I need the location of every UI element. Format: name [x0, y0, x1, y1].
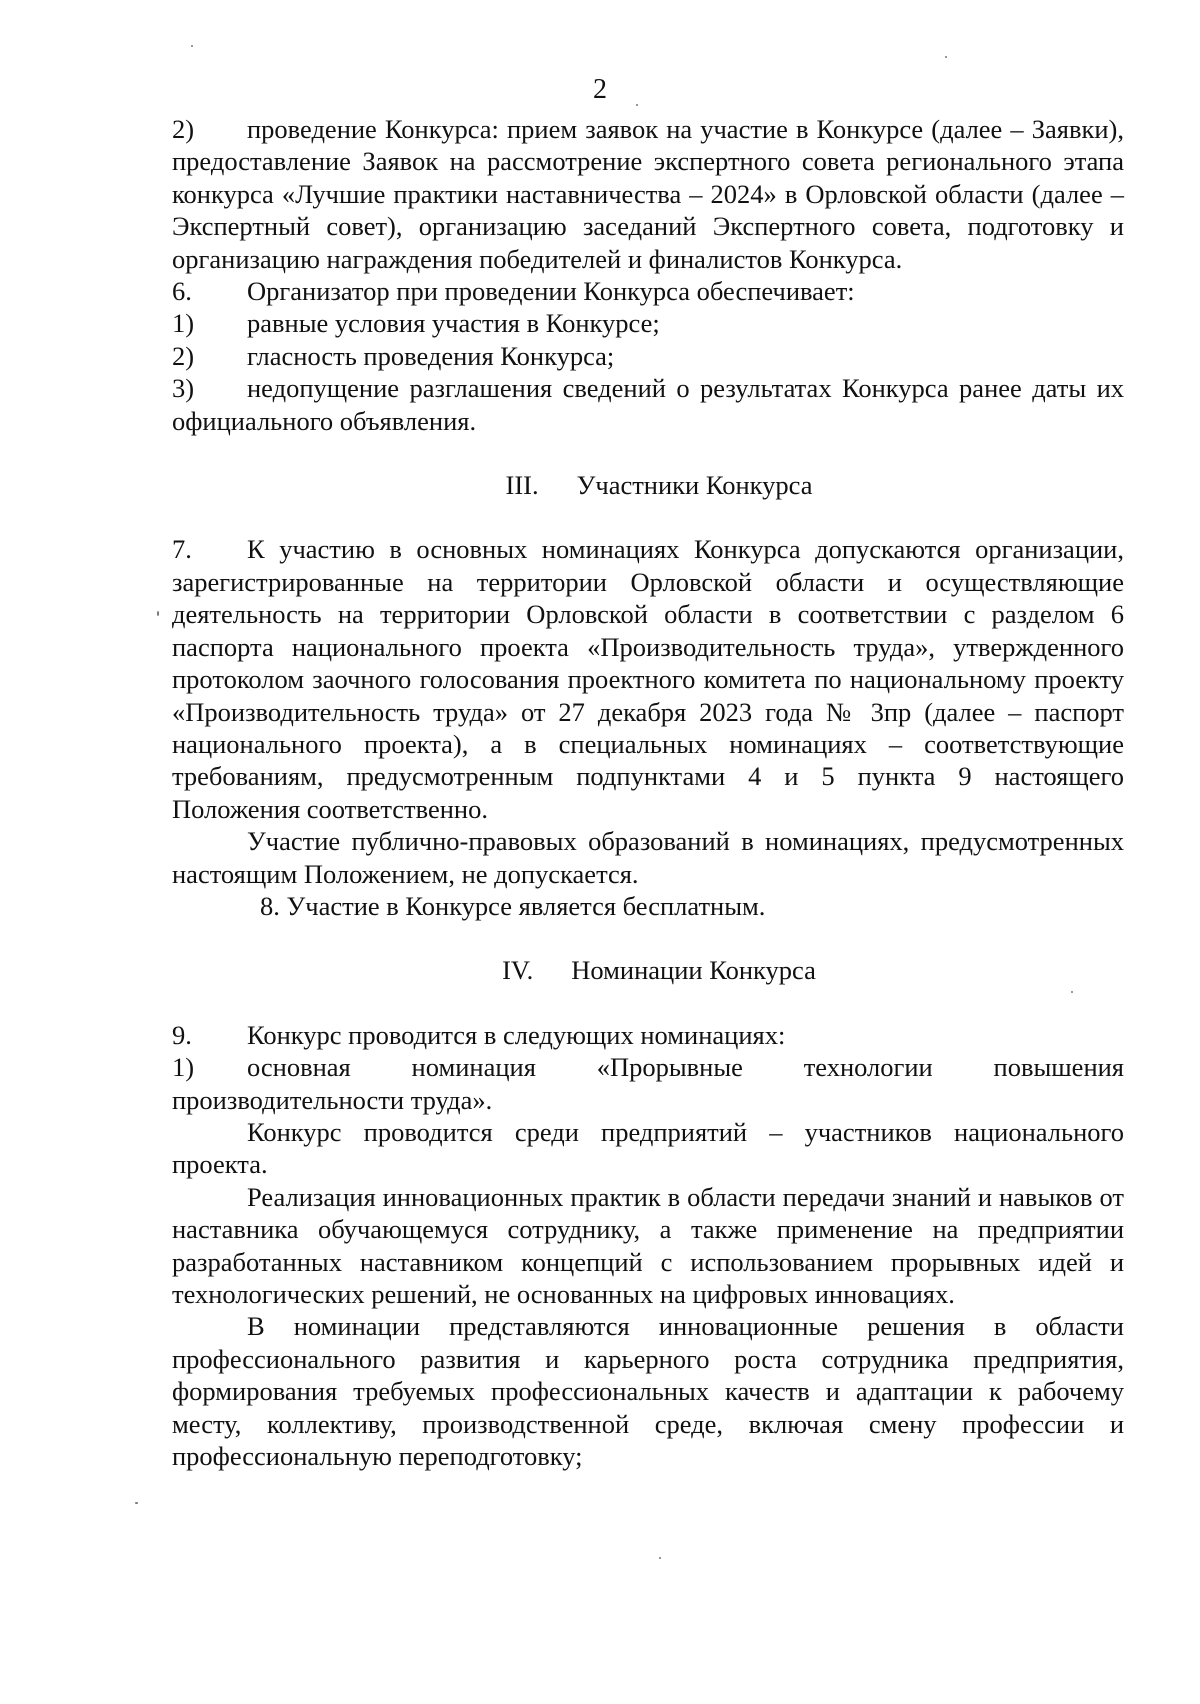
item-number: 2) — [172, 114, 195, 144]
section-title: Участники Конкурса — [576, 470, 813, 501]
paragraph-7-b — [172, 825, 1124, 890]
paragraph-6-2 — [172, 340, 1124, 372]
paragraph-9-1-d — [172, 1310, 1124, 1472]
paragraph-text: Реализация инновационных практик в области передачи знаний и навыков от наставника обучающемуся сотруднику, а также применение на предприятии разработанных наставником концепций с использованием прорывных идей и технологических решений, не основанных на цифровых инновациях. — [172, 1181, 1124, 1309]
scan-speck — [945, 56, 947, 58]
paragraph-text: Участие публично-правовых образований в номинациях, предусмотренных настоящим Положением, не допускается. — [172, 826, 1124, 889]
paragraph-7 — [172, 533, 1124, 825]
paragraph-text: гласность проведения Конкурса; — [247, 340, 615, 371]
paragraph-9-1-c — [172, 1181, 1124, 1311]
paragraph-text: основная номинация «Прорывные технологии повышения производительности труда». — [172, 1052, 1124, 1115]
paragraph-5-2 — [172, 113, 1124, 275]
paragraph-9-1-b — [172, 1116, 1124, 1181]
item-number: 9. — [172, 1019, 192, 1050]
paragraph-8 — [172, 890, 1124, 922]
item-number: 6. — [172, 276, 192, 307]
document-body — [172, 113, 1124, 1472]
paragraph-9 — [172, 1019, 1124, 1051]
scan-speck — [1071, 991, 1073, 993]
paragraph-text: Организатор при проведении Конкурса обеспечивает: — [247, 276, 855, 307]
section-title: Номинации Конкурса — [571, 955, 816, 986]
paragraph-text: В номинации представляются инновационные решения в области профессионального развития и карьерного роста сотрудника предприятия, формирования требуемых профессиональных качеств и адаптации к рабочему месту, коллективу, производственной среде, включая смену профессии и профессиональную переподготовку; — [172, 1311, 1124, 1472]
item-number: 1) — [172, 1052, 195, 1083]
section-heading-3 — [172, 469, 1124, 501]
paragraph-6-1 — [172, 307, 1124, 339]
scan-speck — [157, 611, 159, 616]
paragraph-text: 8. Участие в Конкурсе является бесплатным. — [260, 890, 766, 921]
item-number: 1) — [172, 308, 195, 339]
paragraph-text: К участию в основных номинациях Конкурса допускаются организации, зарегистрированные на территории Орловской области и осуществляющие деятельность на территории Орловской области в соответствии с разделом 6 паспорта национального проекта «Производительность труда», утвержденного протоколом заочного голосования проектного комитета по национальному проекту «Производительность труда» от 27 декабря 2023 года № 3пр (далее – паспорт национального проекта), а в специальных номинациях – соответствующие требованиям, предусмотренным подпунктами 4 и 5 пункта 9 настоящего Положения соответственно. — [172, 534, 1124, 824]
section-number: III. — [505, 470, 539, 501]
paragraph-6-3 — [172, 372, 1124, 437]
scan-speck — [135, 1502, 138, 1504]
page-number: 2 — [593, 74, 607, 105]
paragraph-text: недопущение разглашения сведений о результатах Конкурса ранее даты их официального объявления. — [172, 373, 1124, 436]
scan-speck — [636, 104, 638, 106]
item-number: 7. — [172, 534, 192, 565]
paragraph-9-1 — [172, 1051, 1124, 1116]
item-number: 3) — [172, 373, 195, 404]
paragraph-6 — [172, 275, 1124, 307]
item-number: 2) — [172, 340, 195, 371]
scan-speck — [191, 45, 193, 47]
paragraph-text: Конкурс проводится в следующих номинациях: — [247, 1019, 786, 1050]
paragraph-text: Конкурс проводится среди предприятий – участников национального проекта. — [172, 1116, 1124, 1180]
paragraph-text: проведение Конкурса: прием заявок на участие в Конкурсе (далее – Заявки), предоставление Заявок на рассмотрение экспертного совета регионального этапа конкурса «Лучшие практики наставничества – 2024» в Орловской области (далее – Экспертный совет), организацию заседаний Экспертного совета, подготовку и организацию награждения победителей и финалистов Конкурса. — [172, 114, 1124, 274]
section-number: IV. — [502, 955, 534, 986]
paragraph-text: равные условия участия в Конкурсе; — [247, 308, 660, 339]
scan-speck — [659, 1557, 661, 1559]
section-heading-4 — [172, 954, 1124, 986]
